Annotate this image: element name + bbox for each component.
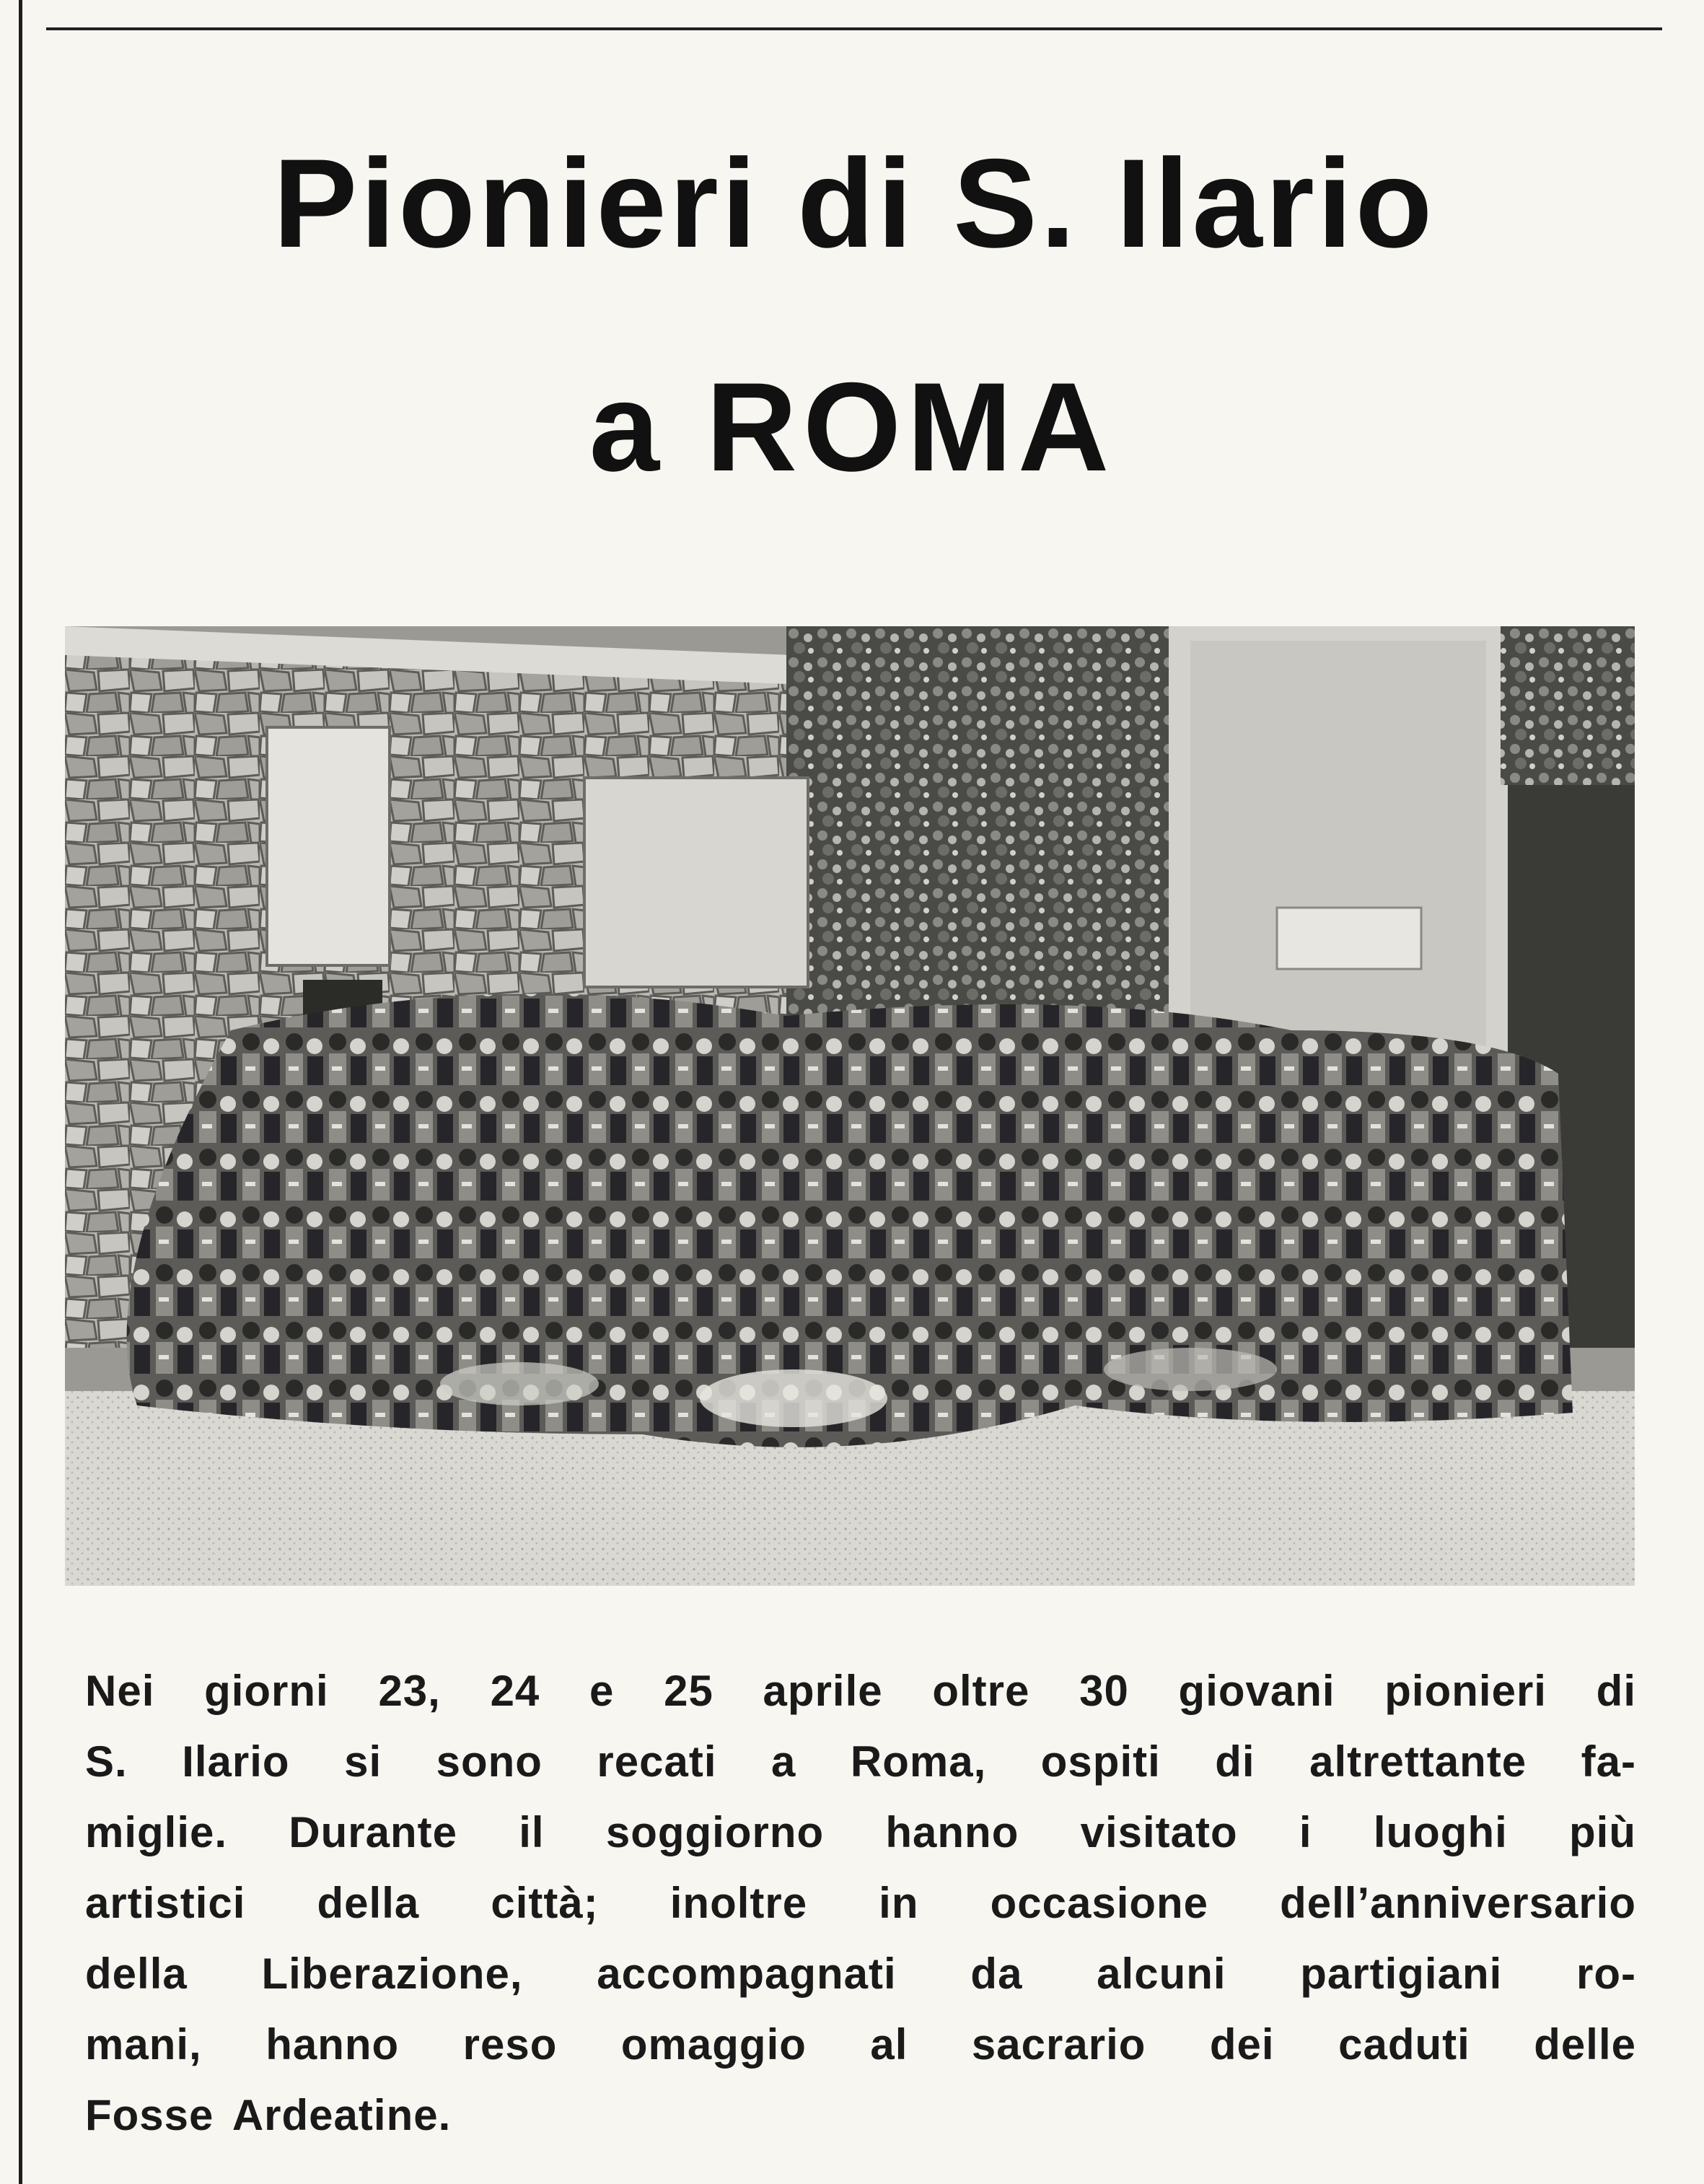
headline-line-1: Pionieri di S. Ilario <box>273 133 1436 274</box>
article-line: Fosse Ardeatine. <box>85 2091 452 2139</box>
article-line: S. Ilario si sono recati a Roma, ospiti di altrettante fa- <box>85 1737 1636 1786</box>
article-line: mani, hanno reso omaggio al sacrario dei caduti delle <box>85 2020 1636 2069</box>
article-line: Nei giorni 23, 24 e 25 aprile oltre 30 giovani pionieri di <box>85 1667 1636 1715</box>
group-photo <box>65 626 1635 1586</box>
left-margin-rule <box>19 0 22 2184</box>
article-line: della Liberazione, accompagnati da alcuni partigiani ro- <box>85 1950 1636 1998</box>
article-body <box>85 1656 1636 2151</box>
headline-line-2: a ROMA <box>589 357 1115 498</box>
article-line: miglie. Durante il soggiorno hanno visitato i luoghi più <box>85 1808 1636 1856</box>
top-rule <box>46 27 1662 30</box>
article-line: artistici della città; inoltre in occasione dell’anniversario <box>85 1879 1636 1927</box>
